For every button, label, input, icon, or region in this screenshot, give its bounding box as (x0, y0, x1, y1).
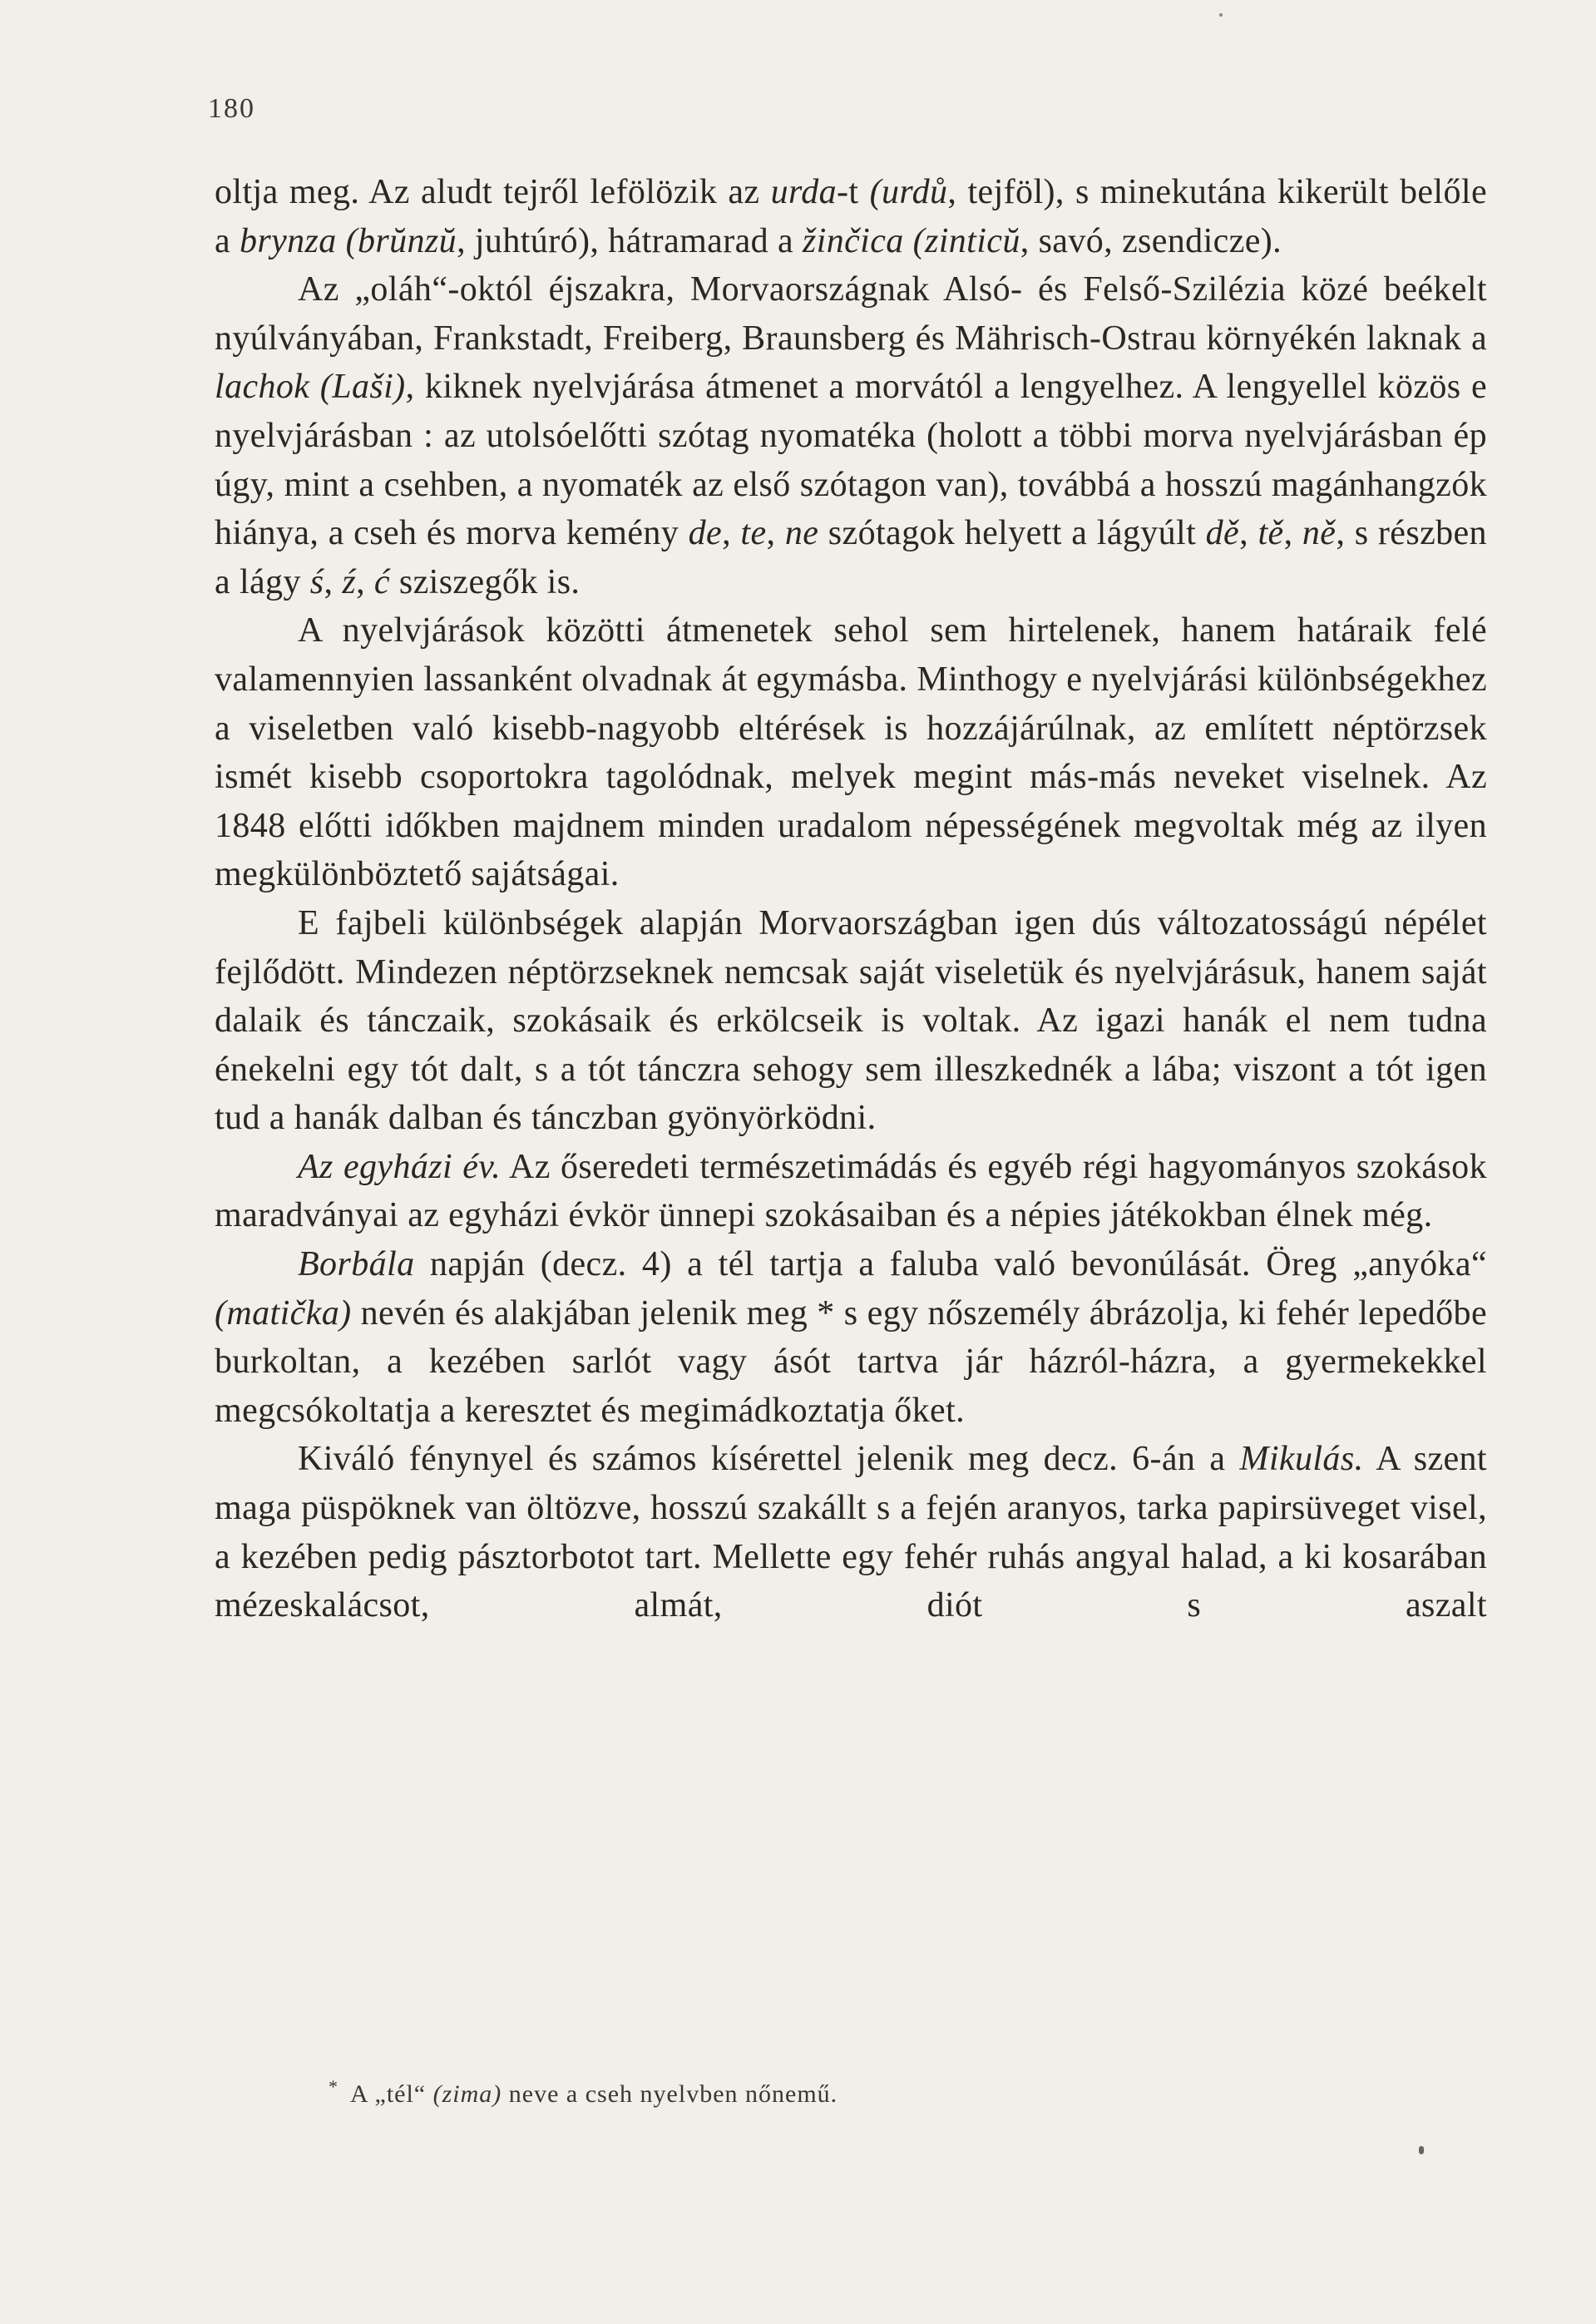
paragraph (215, 1240, 1487, 1435)
paragraph (215, 265, 1487, 606)
paragraph (215, 606, 1487, 899)
text-run: , s részben a lágy (215, 514, 1487, 601)
text-run: A nyelvjárások közötti átmenetek sehol sem hirtelenek, hanem határaik felé valamennyien lassanként olvadnak át egymásba. Minthogy e nyelvjárási különbségekhez a viseletben való kisebb-nagyobb eltérések is hozzájárúlnak, az említett néptörzsek ismét kisebb csoportokra tagolódnak, melyek megint más-más neveket viselnek. Az 1848 előtti időkben majdnem minden uradalom népességének megvoltak még az ilyen megkülönböztető sajátságai. (215, 611, 1487, 894)
text-run: A „tél“ (350, 2080, 433, 2108)
italic-term: Az egyházi év. (298, 1147, 502, 1186)
page-number: 180 (208, 93, 255, 124)
italic-term: ne (784, 514, 819, 553)
text-run: nevén és alakjában jelenik meg * s egy nőszemély ábrázolja, ki fehér lepedőbe burkoltan, a kezében sarlót vagy ásót tartva jár házról-házra, a gyermekekkel megcsókoltatja a keresztet és megimádkoztatja őket. (215, 1293, 1487, 1430)
italic-term: ně (1302, 514, 1337, 553)
paragraph (215, 168, 1487, 265)
italic-term: urda (770, 173, 838, 211)
text-run: , savó, zsendicze). (1020, 221, 1282, 260)
italic-term: Borbála (298, 1245, 415, 1284)
paragraph (215, 1435, 1487, 1629)
text-run: -t (837, 173, 870, 211)
text-run: , juhtúró), hátramarad a (457, 221, 803, 260)
italic-term: te (740, 514, 767, 553)
italic-term: lachok (Laši) (215, 368, 406, 407)
italic-term: ź (342, 562, 357, 601)
italic-term: (matička) (215, 1293, 352, 1333)
body-text (215, 168, 1487, 1630)
text-run: , (1239, 514, 1258, 553)
italic-term: žinčica (zinticŭ (802, 221, 1020, 260)
italic-term: tě (1258, 514, 1284, 553)
text-run: , (722, 514, 741, 553)
italic-term: ć (373, 562, 390, 601)
italic-term: dě (1205, 514, 1240, 553)
paper-speck (1219, 13, 1223, 17)
paragraph (215, 1143, 1487, 1240)
italic-term: brynza (brŭnzŭ (239, 221, 457, 260)
text-run: szótagok helyett a lágyúlt (818, 514, 1206, 553)
text-run: , (356, 562, 374, 601)
italic-term: Mikulás. (1239, 1440, 1364, 1479)
text-run: , (766, 514, 785, 553)
italic-term: de (688, 514, 723, 553)
text-run: A szent maga püspöknek van öltözve, hosszú szakállt s a fején aranyos, tarka papirsüveget visel, a kezében pedig pásztorbotot tart. Mellette egy fehér ruhás angyal halad, a ki kosarában mézeskalácsot, almát, diót s aszalt (215, 1440, 1487, 1625)
text-run: , (324, 562, 343, 601)
italic-term: (urdů (869, 173, 948, 211)
ink-speck (1419, 2146, 1424, 2154)
text-run: Kiváló fénynyel és számos kísérettel jelenik meg decz. 6-án a (298, 1440, 1240, 1479)
text-run: Az őseredeti természetimádás és egyéb régi hagyományos szokások maradványai az egyházi évkör ünnepi szokásaiban és a népies játékokban élnek még. (215, 1147, 1487, 1235)
italic-term: ś (309, 562, 324, 601)
paragraph (215, 899, 1487, 1143)
footnote-mark: * (329, 2076, 338, 2097)
footnote-text (350, 2080, 838, 2108)
text-run: oltja meg. Az aludt tejről lefölözik az (215, 173, 771, 211)
text-run: neve a cseh nyelvben nőnemű. (502, 2080, 838, 2108)
text-run: sziszegők is. (389, 562, 581, 601)
text-run: , tejföl), s minekutána kikerült belőle a (215, 173, 1487, 260)
footnote (329, 2076, 838, 2109)
text-run: , (1283, 514, 1302, 553)
text-run: , kiknek nyelvjárása átmenet a morvától a lengyelhez. A lengyellel közös e nyelvjárásban : az utolsóelőtti szótag nyomatéka (holott a többi morva nyelvjárásban ép úgy, mint a csehben, a nyomaték az első szótagon van), továbbá a hosszú magánhangzók hiánya, a cseh és morva kemény (215, 368, 1488, 553)
text-run: napján (decz. 4) a tél tartja a faluba való bevonúlását. Öreg „anyóka“ (414, 1245, 1487, 1284)
italic-term: (zima) (432, 2080, 502, 2108)
text-run: Az „oláh“-októl éjszakra, Morvaországnak Alsó- és Felső-Szilézia közé beékelt nyúlványában, Frankstadt, Freiberg, Braunsberg és Mährisch-Ostrau környékén laknak a (215, 270, 1487, 358)
text-run: E fajbeli különbségek alapján Morvaországban igen dús változatosságú népélet fejlődött. Mindezen néptörzseknek nemcsak saját viseletük és nyelvjárásuk, hanem saját dalaik és tánczaik, szokásaik és erkölcseik is voltak. Az igazi hanák el nem tudna énekelni egy tót dalt, s a tót tánczra sehogy sem illeszkednék a lába; viszont a tót igen tud a hanák dalban és tánczban gyönyörködni. (215, 903, 1487, 1138)
